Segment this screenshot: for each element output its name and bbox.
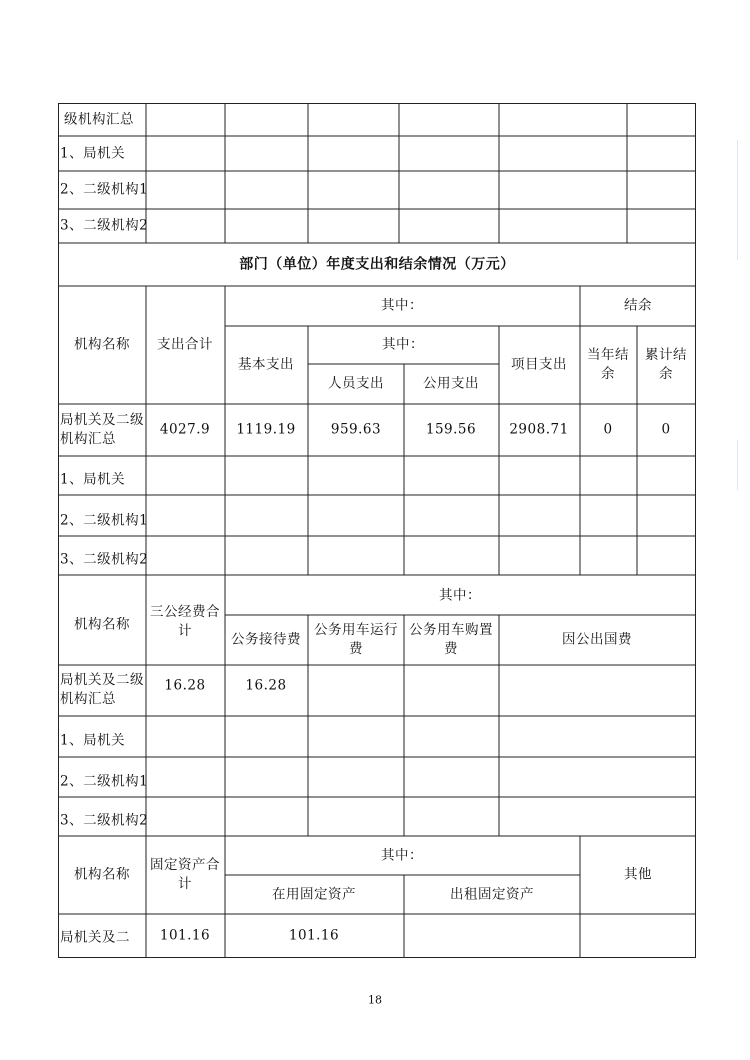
row-label: 2、二级机构1	[60, 512, 149, 529]
column-header-project: 项目支出	[511, 356, 567, 373]
column-header-year-balance: 当年结余	[587, 347, 629, 382]
column-header-among: 其中：	[381, 297, 423, 314]
row-label: 级机构汇总	[64, 111, 134, 128]
cell-in-use: 101.16	[288, 927, 340, 944]
row-label: 2、二级机构1	[60, 181, 149, 198]
scan-edge-mark	[737, 440, 738, 490]
column-header-name: 机构名称	[74, 866, 130, 883]
column-header-name: 机构名称	[74, 336, 130, 353]
column-header-total: 固定资产合计	[150, 857, 220, 892]
cell-reception: 16.28	[245, 677, 287, 694]
column-header-car-run: 公务用车运行费	[314, 622, 398, 657]
row-label: 1、局机关	[60, 732, 126, 749]
column-header-personnel: 人员支出	[328, 375, 384, 392]
table-grid	[58, 103, 696, 958]
column-header-name: 机构名称	[74, 616, 130, 633]
row-label-summary: 局机关及二	[60, 929, 130, 946]
row-label-summary: 局机关及二级机构汇总	[60, 672, 144, 707]
column-header-abroad: 因公出国费	[562, 631, 632, 648]
column-header-among: 其中：	[439, 587, 481, 604]
row-label: 3、二级机构2	[60, 812, 149, 829]
row-label: 1、局机关	[60, 145, 126, 162]
column-header-among-sub: 其中：	[382, 336, 424, 353]
cell-personnel: 959.63	[330, 421, 382, 438]
row-label: 3、二级机构2	[60, 217, 149, 234]
report-table	[58, 103, 696, 958]
column-header-total: 三公经费合计	[150, 604, 220, 639]
section-title: 部门（单位）年度支出和结余情况（万元）	[239, 256, 515, 273]
cell-project: 2908.71	[509, 421, 569, 438]
cell-cum-balance: 0	[661, 421, 671, 438]
scan-edge-mark	[737, 140, 738, 260]
column-header-public: 公用支出	[423, 375, 479, 392]
cell-public: 159.56	[425, 421, 477, 438]
column-header-among: 其中：	[381, 847, 423, 864]
cell-year-balance: 0	[603, 421, 613, 438]
column-header-cum-balance: 累计结余	[645, 347, 687, 382]
cell-total: 101.16	[159, 927, 211, 944]
row-label: 3、二级机构2	[60, 551, 149, 568]
column-header-rented: 出租固定资产	[450, 886, 534, 903]
column-header-reception: 公务接待费	[231, 631, 301, 648]
column-header-car-buy: 公务用车购置费	[409, 622, 493, 657]
cell-total: 16.28	[164, 677, 206, 694]
column-header-in-use: 在用固定资产	[272, 886, 356, 903]
column-header-basic: 基本支出	[238, 356, 294, 373]
cell-basic: 1119.19	[236, 421, 296, 438]
page-number: 18	[368, 993, 382, 1007]
column-header-total: 支出合计	[157, 336, 213, 353]
cell-total: 4027.9	[159, 421, 211, 438]
column-header-balance: 结余	[624, 297, 652, 314]
row-label: 2、二级机构1	[60, 773, 149, 790]
column-header-other: 其他	[624, 866, 652, 883]
row-label: 1、局机关	[60, 471, 126, 488]
row-label-summary: 局机关及二级机构汇总	[60, 412, 144, 447]
